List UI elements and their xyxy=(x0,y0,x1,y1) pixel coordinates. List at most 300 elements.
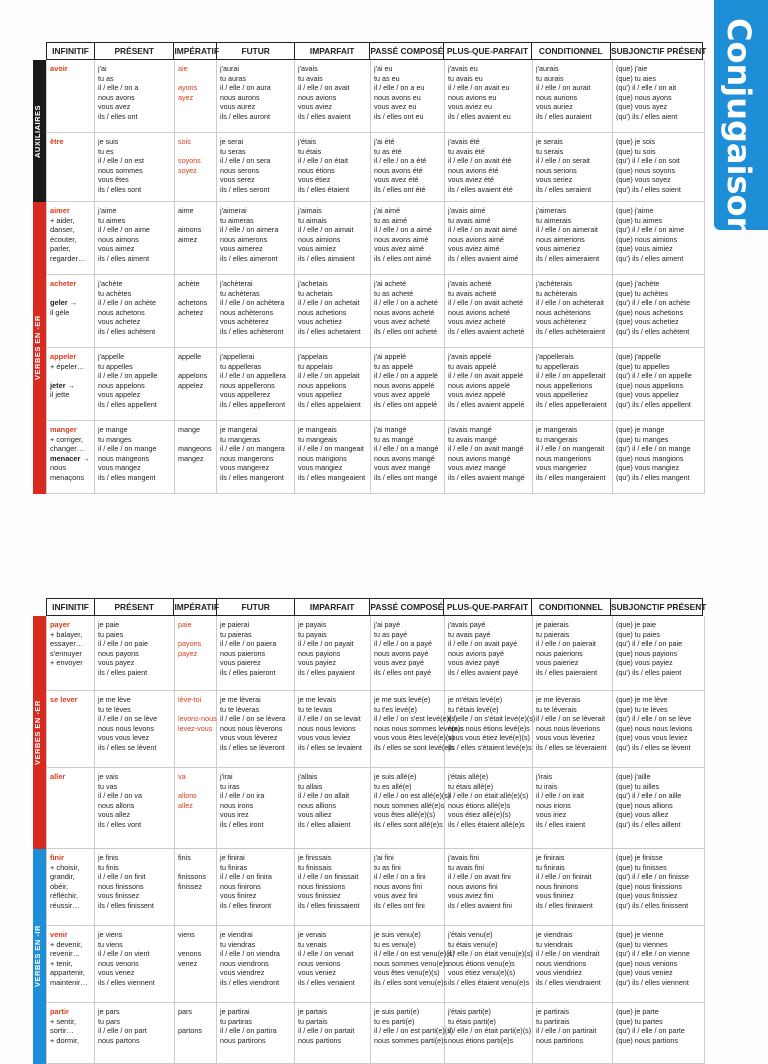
conjugation-line: vous appelleriez xyxy=(536,390,588,399)
conjugation-line: vous avez été xyxy=(374,175,419,184)
conjugation-line: (que) nous payions xyxy=(616,648,678,658)
conjugation-line: il / elle / on a appelé xyxy=(374,371,438,380)
header-conditionnel: CONDITIONNEL xyxy=(532,599,611,615)
conjugation-line: ils / elles seraient xyxy=(536,184,592,194)
conjugation-line: parler, xyxy=(50,244,71,253)
conjugation-line: ils / elles avaient appelé xyxy=(448,399,525,409)
conjugation-line: il / elle / on était parti(e)(s) xyxy=(448,1026,532,1035)
conjugation-table-bottom xyxy=(33,598,707,1064)
cell-imperatif xyxy=(175,202,217,274)
conjugation-line: vous mangeriez xyxy=(536,463,587,472)
conjugation-line: il / elle / on appelle xyxy=(98,371,158,380)
conjugation-line: vous viendrez xyxy=(220,968,265,977)
conjugation-line: nous partions xyxy=(298,1035,342,1045)
verb-row xyxy=(46,275,705,348)
cell-subjonctif xyxy=(613,691,704,767)
cell-conditionnel xyxy=(533,926,613,1002)
cell-present xyxy=(95,202,175,274)
conjugation-line: vous payiez xyxy=(298,658,336,667)
conjugation-line: j'aime xyxy=(98,206,117,215)
conjugation-line: ils / elles vont xyxy=(98,819,142,829)
cell-plus-que-parfait xyxy=(445,768,533,848)
conjugation-line: je mangerai xyxy=(220,425,258,434)
conjugation-line: il / elle / on aime xyxy=(98,225,150,234)
conjugation-line: nous partons xyxy=(98,1035,140,1045)
conjugation-line: il / elle / on aimerait xyxy=(536,225,598,234)
cell-conditionnel xyxy=(533,348,613,420)
conjugation-line: (que) nous mangions xyxy=(616,453,684,463)
conjugation-line: nous avions acheté xyxy=(448,307,510,317)
conjugation-line: tu partais xyxy=(298,1016,328,1026)
conjugation-line: être xyxy=(50,137,64,146)
conjugation-line: il / elle / on avait eu xyxy=(448,83,510,92)
cell-imperatif xyxy=(175,60,217,132)
conjugation-line: je suis parti(e) xyxy=(374,1007,420,1016)
conjugation-line: vous serez xyxy=(220,175,255,184)
conjugation-line: ils / elles ont acheté xyxy=(374,326,438,336)
conjugation-line: soyez xyxy=(178,165,197,175)
conjugation-line: nous avons appelé xyxy=(374,380,435,390)
cell-imperatif xyxy=(175,616,217,690)
conjugation-line: (qu') ils / elles appellent xyxy=(616,399,691,409)
conjugation-line: nous sommes xyxy=(98,165,143,175)
conjugation-line: nous nous levions xyxy=(298,723,356,733)
conjugation-line: ils / elles se lèvent xyxy=(98,742,157,752)
conjugation-line: nous achetons xyxy=(98,307,145,317)
cell-infinitif xyxy=(47,275,95,347)
conjugation-line: finir xyxy=(50,853,64,862)
conjugation-line: + dormir, xyxy=(50,1035,79,1045)
conjugation-line: tu étais parti(e) xyxy=(448,1016,496,1026)
conjugation-line: il / elle / on mangeait xyxy=(298,444,364,453)
conjugation-line: soyons xyxy=(178,156,201,165)
conjugation-line: ils / elles étaient allé(e)s xyxy=(448,819,525,829)
cell-futur xyxy=(217,275,295,347)
conjugation-line: vous vous lèveriez xyxy=(536,733,596,742)
cell-passe-compose xyxy=(371,926,455,1002)
conjugation-line: tu as appelé xyxy=(374,361,414,371)
conjugation-line: allez xyxy=(178,800,193,810)
conjugation-line: grandir, xyxy=(50,872,75,881)
conjugation-line: j'étais parti(e) xyxy=(448,1007,491,1016)
conjugation-line: il / elle / on paie xyxy=(98,639,148,648)
cell-passe-compose xyxy=(371,691,464,767)
conjugation-line: tu iras xyxy=(220,781,240,791)
conjugation-line: il / elle / on partirait xyxy=(536,1026,597,1035)
conjugation-line: tu paieras xyxy=(220,629,252,639)
conjugation-line: payez xyxy=(178,648,198,658)
verb-row xyxy=(46,348,705,421)
conjugation-line: nous paierons xyxy=(220,648,266,658)
cell-conditionnel xyxy=(533,133,613,201)
conjugation-line: ils / elles avaient été xyxy=(448,184,513,194)
conjugation-line: nous aurions xyxy=(536,92,578,102)
conjugation-line: ils / elles mangeaient xyxy=(298,472,366,482)
conjugation-line: (que) je paie xyxy=(616,620,656,629)
conjugation-line: nous étions parti(e)s xyxy=(448,1035,514,1045)
conjugation-line: ils / elles ont xyxy=(98,111,138,121)
conjugation-line: pars xyxy=(178,1007,192,1016)
conjugation-line: + sentir, xyxy=(50,1016,77,1026)
conjugation-line: (que) nous partions xyxy=(616,1035,678,1045)
conjugation-line: vous aviez appelé xyxy=(448,390,506,399)
conjugation-line: tu mangeras xyxy=(220,434,260,444)
conjugation-line: il / elle / on appelait xyxy=(298,371,360,380)
conjugation-line: j'avais xyxy=(298,64,318,73)
cell-present xyxy=(95,133,175,201)
conjugation-line: il / elle / on finit xyxy=(98,872,146,881)
conjugation-line: ils / elles finiraient xyxy=(536,900,593,910)
cell-present xyxy=(95,60,175,132)
conjugation-line: ils / elles allaient xyxy=(298,819,351,829)
conjugation-line: (qu') il / elle / on paie xyxy=(616,639,683,648)
conjugaison-tab xyxy=(714,0,768,240)
conjugation-line: tu finirais xyxy=(536,862,565,872)
conjugation-line: tu te levais xyxy=(298,704,333,714)
conjugation-line: vous payez xyxy=(98,658,135,667)
conjugation-line: vous achèteriez xyxy=(536,317,587,326)
conjugation-line: je pars xyxy=(98,1007,120,1016)
header-infinitif: INFINITIF xyxy=(47,43,95,59)
conjugation-line: il / elle / on a aimé xyxy=(374,225,432,234)
conjugation-line: il / elle / on a xyxy=(98,83,139,92)
conjugation-line: il / elle / on paierait xyxy=(536,639,596,648)
conjugation-line: aimer xyxy=(50,206,70,215)
conjugation-line: ils / elles viendraient xyxy=(536,977,601,987)
conjugation-line: (qu') ils / elles viennent xyxy=(616,977,689,987)
cell-passe-compose xyxy=(371,275,445,347)
conjugation-line: je partirai xyxy=(220,1007,250,1016)
cell-present xyxy=(95,616,175,690)
conjugation-line: tu as payé xyxy=(374,629,408,639)
conjugation-line: vous aviez fini xyxy=(448,891,494,900)
conjugation-line: menacer → xyxy=(50,453,90,463)
cell-subjonctif xyxy=(613,133,704,201)
conjugation-line: nous nous levons xyxy=(98,723,154,733)
conjugation-line: nous étions venu(e)s xyxy=(448,958,515,968)
conjugation-line: ils / elles sont allé(e)s xyxy=(374,819,443,829)
cell-plus-que-parfait xyxy=(445,1003,533,1063)
conjugation-line: nous sommes allé(e)s xyxy=(374,800,445,810)
cell-subjonctif xyxy=(613,60,704,132)
conjugation-line: je viendrais xyxy=(536,930,573,939)
conjugation-line: nous allions xyxy=(298,800,336,810)
conjugation-line: tu avais appelé xyxy=(448,361,497,371)
conjugation-line: ils / elles aimeraient xyxy=(536,253,600,263)
conjugation-line: tu appelles xyxy=(98,361,133,371)
conjugation-line: (que) nous allions xyxy=(616,800,673,810)
conjugation-line: je finissais xyxy=(298,853,332,862)
cell-imperatif xyxy=(175,1003,217,1063)
group-rows xyxy=(46,616,705,849)
conjugation-line: ils / elles seront xyxy=(220,184,270,194)
conjugation-line: (qu') il / elle / on se lève xyxy=(616,714,692,723)
conjugation-line: il / elle / on aura xyxy=(220,83,271,92)
conjugation-line: nous avons aimé xyxy=(374,234,429,244)
cell-conditionnel xyxy=(533,421,613,493)
conjugation-line: nous nous lèverions xyxy=(536,723,600,733)
cell-conditionnel xyxy=(533,202,613,274)
conjugation-line: il / elle / on aimera xyxy=(220,225,279,234)
conjugation-line: vous paierez xyxy=(220,658,261,667)
conjugation-line: je payais xyxy=(298,620,327,629)
conjugation-line: tu finissais xyxy=(298,862,332,872)
conjugation-line: tu as acheté xyxy=(374,288,414,298)
conjugation-line: vous avez xyxy=(98,102,131,111)
conjugation-line: (que) vous vous leviez xyxy=(616,733,688,742)
conjugation-line: (qu') il / elle / on parte xyxy=(616,1026,685,1035)
cell-conditionnel xyxy=(533,691,613,767)
conjugation-line: nous venions xyxy=(298,958,341,968)
conjugation-line: écouter, xyxy=(50,234,77,244)
conjugation-line: j'achète xyxy=(98,279,123,288)
conjugation-line: + corriger, xyxy=(50,434,84,444)
conjugation-line: vous mangez xyxy=(98,463,141,472)
cell-futur xyxy=(217,691,295,767)
group-label: VERBES EN -ER xyxy=(33,315,42,381)
conjugation-line: nous appelons xyxy=(98,380,145,390)
conjugation-line: (que) vous alliez xyxy=(616,810,669,819)
conjugation-line: il / elle / on a été xyxy=(374,156,427,165)
conjugation-line: nous avions fini xyxy=(448,881,498,891)
conjugation-line: il / elle / on avait aimé xyxy=(448,225,518,234)
conjugation-line: vous avez payé xyxy=(374,658,424,667)
conjugation-line: il / elle / on est allé(e)(s) xyxy=(374,791,451,800)
conjugation-line: nous aimerons xyxy=(220,234,268,244)
conjugation-line: nous nous sommes levé(e)s xyxy=(374,723,464,733)
conjugation-line: vous êtes xyxy=(98,175,129,184)
conjugation-line: il / elle / on était xyxy=(298,156,348,165)
conjugation-line: (que) vous finissiez xyxy=(616,891,678,900)
conjugation-line: vous vous êtes levé(e)(s) xyxy=(374,733,455,742)
conjugation-line: revenir… xyxy=(50,949,80,958)
conjugation-line: il / elle / on va xyxy=(98,791,142,800)
conjugation-line: il / elle / on viendrait xyxy=(536,949,600,958)
conjugation-line: il / elle / on appellera xyxy=(220,371,286,380)
group-rows xyxy=(46,60,705,202)
conjugation-line: il / elle / on était allé(e)(s) xyxy=(448,791,529,800)
conjugation-line: ils / elles ont mangé xyxy=(374,472,438,482)
cell-present xyxy=(95,849,175,925)
conjugation-line: nous avions payé xyxy=(448,648,504,658)
conjugation-line: vous mangerez xyxy=(220,463,270,472)
conjugation-line: nous achetions xyxy=(298,307,347,317)
conjugation-line: nous mangeons xyxy=(98,453,150,463)
conjugation-line: tu appellerais xyxy=(536,361,579,371)
conjugation-line: vous alliez xyxy=(298,810,332,819)
conjugation-line: ils / elles aimaient xyxy=(298,253,355,263)
conjugation-line: aimons xyxy=(178,225,202,234)
conjugation-line: (que) vous achetiez xyxy=(616,317,679,326)
conjugation-line: ils / elles iraient xyxy=(536,819,586,829)
header-imparfait: IMPARFAIT xyxy=(295,599,371,615)
conjugation-line: acheter xyxy=(50,279,77,288)
conjugation-line: tu finiras xyxy=(220,862,248,872)
conjugation-line: tu paierais xyxy=(536,629,570,639)
conjugation-line: nous finirons xyxy=(220,881,261,891)
conjugation-line: (qu') ils / elles se lèvent xyxy=(616,742,691,752)
conjugation-line: nous mangerions xyxy=(536,453,592,463)
cell-passe-compose xyxy=(371,768,451,848)
conjugation-line: ils / elles se sont levé(e)s xyxy=(374,742,455,752)
conjugation-line: il / elle / on aurait xyxy=(536,83,591,92)
conjugation-line: (que) vous appeliez xyxy=(616,390,679,399)
conjugation-line: il / elle / on achèterait xyxy=(536,298,604,307)
conjugation-line: ils / elles achètent xyxy=(98,326,156,336)
conjugation-line: tu mangerais xyxy=(536,434,578,444)
conjugation-line: (que) nous ayons xyxy=(616,92,672,102)
conjugation-line xyxy=(178,782,214,792)
header-present: PRÉSENT xyxy=(95,43,174,59)
conjugation-line: il / elle / on allait xyxy=(298,791,350,800)
cell-infinitif xyxy=(47,1003,95,1063)
conjugation-line: nous appellerions xyxy=(536,380,593,390)
conjugation-line: je partais xyxy=(298,1007,328,1016)
conjugation-line: il / elle / on est xyxy=(98,156,144,165)
conjugation-line: nous étions allé(e)s xyxy=(448,800,511,810)
verb-row xyxy=(46,60,705,133)
verb-row xyxy=(46,849,705,926)
conjugation-line: levez-vous xyxy=(178,723,213,733)
conjugation-line: je finis xyxy=(98,853,119,862)
conjugation-line: ils / elles ont été xyxy=(374,184,426,194)
conjugation-line: tu partiras xyxy=(220,1016,252,1026)
conjugation-line: (que) tu appelles xyxy=(616,361,670,371)
conjugation-line: tu achetais xyxy=(298,288,333,298)
conjugation-line: je m'étais levé(e) xyxy=(448,695,503,704)
conjugation-line: vous aviez xyxy=(298,102,332,111)
conjugation-line: tu seras xyxy=(220,146,246,156)
conjugation-line: j'avais mangé xyxy=(448,425,492,434)
conjugation-line: je me lèverais xyxy=(536,695,581,704)
conjugation-line: vous aviez eu xyxy=(448,102,492,111)
cell-conditionnel xyxy=(533,849,613,925)
conjugation-line: j'étais xyxy=(298,137,317,146)
conjugation-line: vous seriez xyxy=(536,175,573,184)
conjugation-line: nous avons été xyxy=(374,165,423,175)
conjugation-line: tu te lèveras xyxy=(220,704,260,714)
header-subjonctif: SUBJONCTIF PRÉSENT xyxy=(610,46,707,56)
cell-imperatif xyxy=(175,275,217,347)
conjugation-line: tu aimerais xyxy=(536,215,572,225)
conjugation-line: nous allons xyxy=(98,800,135,810)
cell-passe-compose xyxy=(371,421,445,493)
conjugation-line: achetez xyxy=(178,307,204,317)
conjugation-line: il / elle / on partait xyxy=(298,1026,355,1035)
cell-conditionnel xyxy=(533,60,613,132)
conjugation-line: tu venais xyxy=(298,939,327,949)
conjugation-line: il / elle / on a fini xyxy=(374,872,426,881)
conjugation-line: vous aimez xyxy=(98,244,135,253)
cell-plus-que-parfait xyxy=(445,348,533,420)
cell-imperatif xyxy=(175,348,217,420)
conjugation-table-top xyxy=(33,42,707,494)
conjugation-line: il / elle / on vient xyxy=(98,949,150,958)
conjugation-line: tu auras xyxy=(220,73,246,83)
conjugation-line: j'avais été xyxy=(448,137,480,146)
conjugation-line: tu te lèves xyxy=(98,704,131,714)
cell-present xyxy=(95,1003,175,1063)
conjugation-line: il / elle / on irait xyxy=(536,791,584,800)
conjugation-line: j'aimerais xyxy=(536,206,567,215)
conjugation-line: tu avais été xyxy=(448,146,485,156)
conjugation-line: ils / elles achèteraient xyxy=(536,326,606,336)
conjugation-line: (qu') il / elle / on achète xyxy=(616,298,691,307)
conjugation-line: j'avais acheté xyxy=(448,279,492,288)
verb-group xyxy=(33,849,703,1064)
cell-imperatif xyxy=(175,768,217,848)
conjugation-line: vous aviez aimé xyxy=(448,244,500,253)
conjugation-line: tu paies xyxy=(98,629,124,639)
conjugation-line xyxy=(178,147,214,157)
conjugation-line: partons xyxy=(178,1026,202,1035)
conjugation-line: il / elle / on était venu(e)(s) xyxy=(448,949,533,958)
cell-plus-que-parfait xyxy=(445,926,533,1002)
conjugation-line: ils / elles aiment xyxy=(98,253,150,263)
cell-conditionnel xyxy=(533,1003,613,1063)
cell-imparfait xyxy=(295,849,371,925)
conjugation-line: je venais xyxy=(298,930,327,939)
conjugation-line: finissons xyxy=(178,872,206,881)
conjugation-line: j'ai été xyxy=(374,137,395,146)
cell-imparfait xyxy=(295,926,371,1002)
conjugation-line: achète xyxy=(178,279,200,288)
conjugation-line: mangeons xyxy=(178,444,212,453)
conjugation-line: viens xyxy=(178,930,195,939)
conjugation-line: il / elle / on avait fini xyxy=(448,872,511,881)
conjugation-line: tu aimes xyxy=(98,215,126,225)
conjugation-line: nous avons mangé xyxy=(374,453,435,463)
cell-conditionnel xyxy=(533,275,613,347)
conjugation-line: nous irons xyxy=(220,800,254,810)
conjugation-line: (qu') il / elle / on soit xyxy=(616,156,680,165)
conjugation-line: vous étiez xyxy=(298,175,331,184)
header-present: PRÉSENT xyxy=(95,599,174,615)
conjugation-line: j'achèterai xyxy=(220,279,253,288)
group-rows xyxy=(46,849,705,1064)
conjugation-line: tu manges xyxy=(98,434,132,444)
conjugation-line: il / elle / on se levait xyxy=(298,714,361,723)
conjugation-line: appelez xyxy=(178,380,204,390)
cell-subjonctif xyxy=(613,616,704,690)
conjugation-line: il / elle / on finirait xyxy=(536,872,592,881)
verb-row xyxy=(46,1003,705,1064)
cell-infinitif xyxy=(47,133,95,201)
conjugation-line: tu serais xyxy=(536,146,564,156)
conjugation-line: tu avais acheté xyxy=(448,288,497,298)
cell-infinitif xyxy=(47,202,95,274)
cell-imperatif xyxy=(175,691,217,767)
conjugation-line: il / elle / on avait mangé xyxy=(448,444,524,453)
conjugation-line: il / elle / on finissait xyxy=(298,872,359,881)
conjugation-line: nous payions xyxy=(298,648,341,658)
conjugation-line: vous finiriez xyxy=(536,891,574,900)
conjugation-line: (que) nous aimions xyxy=(616,234,678,244)
conjugation-line: il / elle / on mangerait xyxy=(536,444,605,453)
cell-imperatif xyxy=(175,421,217,493)
group-sidebar xyxy=(33,60,46,202)
cell-imparfait xyxy=(295,133,371,201)
conjugation-line: vous avez appelé xyxy=(374,390,430,399)
conjugation-line: (que) tu partes xyxy=(616,1016,663,1026)
cell-passe-compose xyxy=(371,849,445,925)
conjugation-line: + devenir, xyxy=(50,939,83,949)
conjugation-line xyxy=(178,705,214,715)
conjugation-line: nous étions xyxy=(298,165,335,175)
conjugation-line: tu es venu(e) xyxy=(374,939,416,949)
conjugation-line: tu mangeais xyxy=(298,434,338,444)
conjugation-line: (qu') ils / elles aillent xyxy=(616,819,681,829)
